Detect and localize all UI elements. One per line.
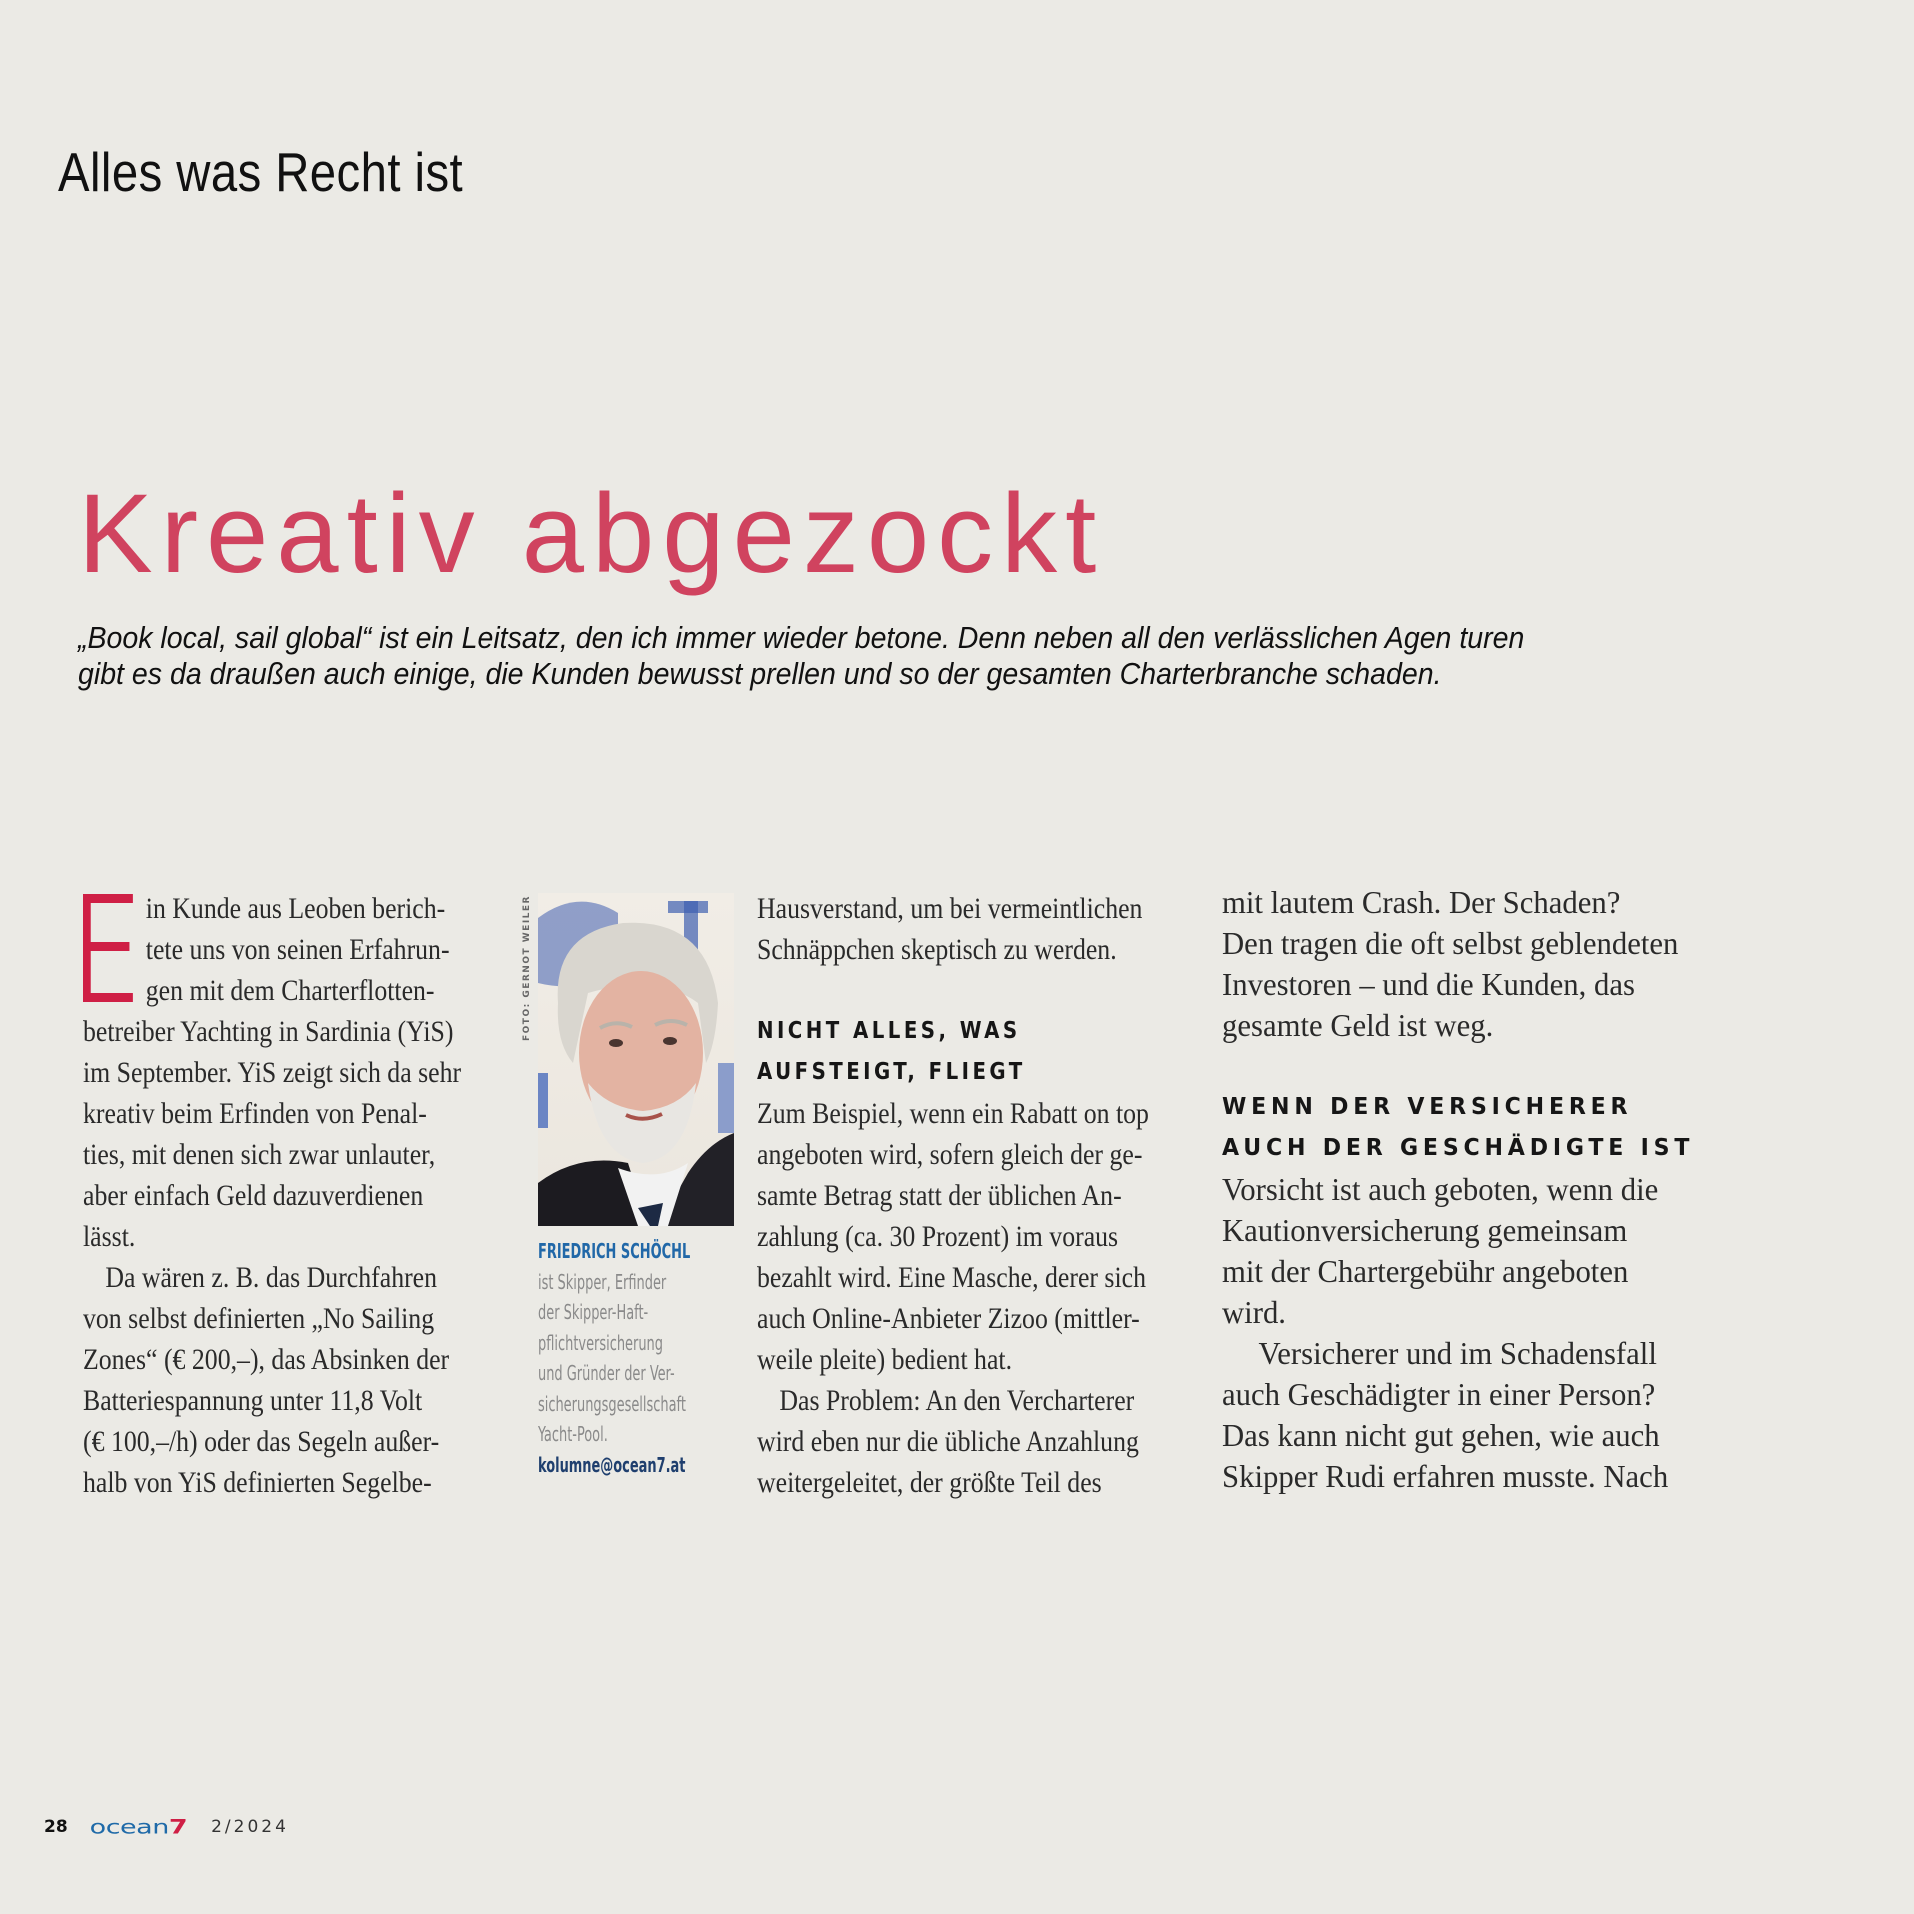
- text-line: Zones“ (€ 200,–), das Absinken der: [83, 1343, 450, 1376]
- text-line: zahlung (ca. 30 Prozent) im voraus: [757, 1220, 1119, 1253]
- text-line: Das Problem: An den Vercharterer: [779, 1384, 1135, 1417]
- text-line: gesamte Geld ist weg.: [1222, 1007, 1494, 1043]
- author-bio: [538, 1236, 696, 1480]
- text-line: tete uns von seinen Erfahrun-: [145, 933, 450, 966]
- author-portrait-illustration: [538, 893, 734, 1226]
- text-line: ties, mit denen sich zwar unlauter,: [83, 1138, 436, 1171]
- text-line: wird eben nur die übliche Anzahlung: [757, 1425, 1139, 1458]
- logo-wordmark: ocean: [89, 1815, 169, 1839]
- issue-number: 2/2024: [211, 1817, 289, 1837]
- text-line: im September. YiS zeigt sich da sehr: [83, 1056, 462, 1089]
- section-label: Alles was Recht ist: [58, 141, 464, 203]
- bio-line: der Skipper-Haft-: [538, 1300, 649, 1324]
- text-line: auch Online-Anbieter Zizoo (mittler-: [757, 1302, 1140, 1335]
- drop-cap-arm-top: [83, 894, 133, 903]
- text-line: halb von YiS definierten Segelbe-: [83, 1466, 432, 1499]
- text-line: gen mit dem Charterflotten-: [145, 974, 435, 1007]
- text-line: Vorsicht ist auch geboten, wenn die: [1222, 1171, 1659, 1207]
- standfirst-line: gibt es da draußen auch einige, die Kunden bewusst prellen und so der gesamten Charterbranche schaden.: [78, 656, 1442, 691]
- text-line: in Kunde aus Leoben berich-: [145, 892, 446, 925]
- text-line: Batteriespannung unter 11,8 Volt: [83, 1384, 423, 1417]
- drop-cap-arm-bottom: [83, 993, 133, 1002]
- drop-cap-e: [83, 894, 136, 1002]
- subheading: AUCH DER GESCHÄDIGTE IST: [1222, 1135, 1695, 1161]
- subheading: WENN DER VERSICHERER: [1222, 1094, 1633, 1120]
- bio-line: pflichtversicherung: [538, 1330, 663, 1355]
- text-line: auch Geschädigter in einer Person?: [1222, 1376, 1656, 1412]
- text-line: wird.: [1222, 1294, 1286, 1330]
- text-line: Hausverstand, um bei vermeintlichen: [757, 892, 1143, 925]
- text-line: weile pleite) bedient hat.: [757, 1343, 1013, 1376]
- page-footer: [44, 1812, 289, 1842]
- bio-line: und Gründer der Ver-: [538, 1361, 675, 1385]
- text-line: Skipper Rudi erfahren musste. Nach: [1222, 1458, 1669, 1494]
- bio-line: ist Skipper, Erfinder: [538, 1269, 667, 1294]
- standfirst-line: „Book local, sail global“ ist ein Leitsatz, den ich immer wieder betone. Denn neben all den verlässlichen Agen turen: [78, 620, 1525, 655]
- subheading: AUFSTEIGT, FLIEGT: [757, 1059, 1026, 1085]
- author-name: FRIEDRICH SCHÖCHL: [538, 1239, 691, 1263]
- article-column-4: [1222, 882, 1836, 1497]
- ocean7-logo: [89, 1815, 188, 1839]
- bio-line: sicherungsgesellschaft: [538, 1391, 686, 1416]
- text-line: angeboten wird, sofern gleich der ge-: [757, 1138, 1143, 1171]
- text-line: mit der Chartergebühr angeboten: [1222, 1253, 1629, 1289]
- text-line: bezahlt wird. Eine Masche, derer sich: [757, 1261, 1147, 1294]
- text-line: Kautionversicherung gemeinsam: [1222, 1212, 1628, 1248]
- article-standfirst: [78, 620, 1642, 692]
- author-email-link[interactable]: kolumne@ocean7.at: [538, 1452, 686, 1477]
- text-line: betreiber Yachting in Sardinia (YiS): [83, 1015, 454, 1048]
- article-headline: Kreativ abgezockt: [78, 471, 1105, 596]
- text-line: Versicherer und im Schadensfall: [1258, 1335, 1657, 1371]
- text-line: mit lautem Crash. Der Schaden?: [1222, 884, 1621, 920]
- text-line: aber einfach Geld dazuverdienen: [83, 1179, 424, 1212]
- subheading: NICHT ALLES, WAS: [757, 1018, 1021, 1044]
- photo-credit: FOTO: GERNOT WEILER: [522, 895, 532, 1041]
- author-photo: [538, 893, 734, 1226]
- text-line: kreativ beim Erfinden von Penal-: [83, 1097, 427, 1130]
- text-line: Das kann nicht gut gehen, wie auch: [1222, 1417, 1660, 1453]
- bio-line: Yacht-Pool.: [538, 1422, 608, 1446]
- article-column-1: [83, 888, 462, 1503]
- text-line: Da wären z. B. das Durchfahren: [105, 1261, 438, 1294]
- text-line: Investoren – und die Kunden, das: [1222, 966, 1635, 1002]
- text-line: Zum Beispiel, wenn ein Rabatt on top: [757, 1097, 1149, 1130]
- text-line: (€ 100,–/h) oder das Segeln außer-: [83, 1425, 440, 1458]
- text-line: samte Betrag statt der üblichen An-: [757, 1179, 1122, 1212]
- drop-cap-arm-middle: [83, 942, 129, 951]
- text-line: Schnäppchen skeptisch zu werden.: [757, 933, 1117, 966]
- article-column-3: [757, 888, 1170, 1503]
- page-number: 28: [44, 1817, 68, 1837]
- text-line: Den tragen die oft selbst geblendeten: [1222, 925, 1679, 961]
- text-line: von selbst definierten „No Sailing: [83, 1302, 435, 1335]
- text-line: weitergeleitet, der größte Teil des: [757, 1466, 1102, 1499]
- logo-seven: 7: [168, 1815, 188, 1839]
- text-line: lässt.: [83, 1220, 136, 1253]
